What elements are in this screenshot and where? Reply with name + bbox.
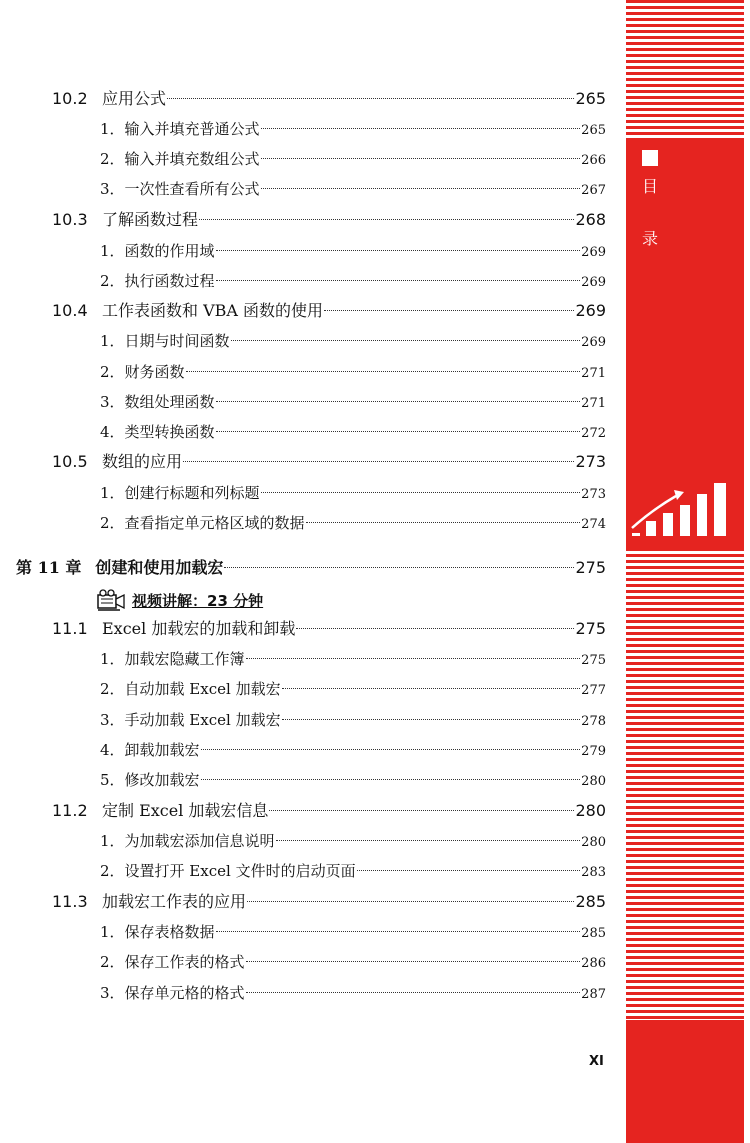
- toc-entry-title: 2．输入并填充数组公式: [100, 150, 260, 168]
- toc-entry-page: 274: [581, 517, 606, 532]
- toc-entry-page: 275: [575, 558, 606, 577]
- toc-entry-title: 4．类型转换函数: [100, 423, 215, 441]
- toc-entry-label: [52, 88, 166, 110]
- toc-entry-item: [100, 648, 606, 670]
- toc-entry-page: 269: [581, 275, 606, 290]
- dot-leader: [183, 461, 574, 462]
- toc-entry-label: [100, 361, 185, 383]
- toc-entry-label: [100, 860, 356, 882]
- toc-entry-label: [100, 982, 245, 1004]
- dot-leader: [216, 931, 581, 932]
- toc-entry-title: 3．手动加载 Excel 加载宏: [100, 711, 281, 729]
- toc-entry-title: 2．设置打开 Excel 文件时的启动页面: [100, 862, 356, 880]
- dot-leader: [276, 840, 581, 841]
- toc-entry-page: 269: [575, 301, 606, 320]
- dot-leader: [357, 870, 581, 871]
- toc-entry-page: 279: [581, 744, 606, 759]
- video-duration-text: 视频讲解：23 分钟: [132, 591, 264, 610]
- toc-entry-section: [52, 451, 606, 473]
- toc-entry-label: [100, 391, 215, 413]
- toc-entry-title: 1．函数的作用域: [100, 242, 215, 260]
- toc-entry-title: 定制 Excel 加载宏信息: [102, 801, 269, 820]
- toc-entry-number: 11.1: [52, 619, 88, 638]
- toc-entry-item: [100, 982, 606, 1004]
- dot-leader: [216, 250, 581, 251]
- dot-leader: [247, 901, 574, 902]
- dot-leader: [216, 401, 581, 402]
- toc-entry-label: [100, 270, 215, 292]
- band-stripes-bottom: [626, 548, 744, 1020]
- toc-entry-item: [100, 330, 606, 352]
- toc-entry-title: 1．保存表格数据: [100, 923, 215, 941]
- band-title-char-2: 录: [642, 229, 659, 248]
- toc-entry-number: 11.3: [52, 892, 88, 911]
- toc-entry-label: [52, 300, 323, 322]
- toc-entry-title: 了解函数过程: [102, 210, 199, 229]
- dot-leader: [201, 779, 581, 780]
- band-foot-block: [626, 1020, 744, 1143]
- toc-entry-section: [52, 209, 606, 231]
- dot-leader: [282, 688, 581, 689]
- toc-entry-number: 10.5: [52, 452, 88, 471]
- toc-entry-page: 283: [581, 865, 606, 880]
- toc-entry-item: [100, 240, 606, 262]
- toc-entry-title: 2．查看指定单元格区域的数据: [100, 514, 305, 532]
- toc-entry-page: 286: [581, 956, 606, 971]
- toc-entry-item: [100, 769, 606, 791]
- toc-entry-item: [100, 860, 606, 882]
- toc-entry-item: [100, 118, 606, 140]
- dot-leader: [261, 128, 581, 129]
- toc-entry-label: [100, 921, 215, 943]
- toc-entry-title: 4．卸载加载宏: [100, 741, 200, 759]
- toc-entry-page: 265: [581, 123, 606, 138]
- toc-entry-item: [100, 739, 606, 761]
- toc-entry-item: [100, 482, 606, 504]
- toc-entry-page: 265: [575, 89, 606, 108]
- side-band: [626, 0, 744, 1143]
- toc-entry-title: 加载宏工作表的应用: [102, 892, 247, 911]
- toc-entry-label: [100, 678, 281, 700]
- dot-leader: [324, 310, 574, 311]
- toc-entry-section: [52, 800, 606, 822]
- toc-entry-title: 2．自动加载 Excel 加载宏: [100, 680, 281, 698]
- band-title-char-1: 目: [642, 177, 659, 196]
- toc-entry-title: 创建和使用加载宏: [95, 558, 224, 577]
- growth-bar-chart-icon: [630, 478, 734, 540]
- dot-leader: [269, 810, 574, 811]
- toc-entry-number: 第 11 章: [16, 558, 82, 577]
- toc-entry-page: 275: [575, 619, 606, 638]
- toc-entry-label: [100, 769, 200, 791]
- toc-entry-label: [52, 891, 246, 913]
- toc-entry-page: 272: [581, 426, 606, 441]
- toc-entry-label: [100, 240, 215, 262]
- toc-entry-label: [100, 648, 245, 670]
- toc-entry-page: 269: [581, 335, 606, 350]
- toc-entry-label: [52, 800, 268, 822]
- toc-entry-label: [100, 178, 260, 200]
- toc-entry-chapter: [16, 557, 606, 579]
- toc-entry-item: [100, 512, 606, 534]
- toc-entry-title: 2．执行函数过程: [100, 272, 215, 290]
- toc-entry-page: 285: [581, 926, 606, 941]
- dot-leader: [261, 158, 581, 159]
- toc-entry-title: 工作表函数和 VBA 函数的使用: [102, 301, 324, 320]
- toc-entry-item: [100, 361, 606, 383]
- toc-entry-number: 10.4: [52, 301, 88, 320]
- toc-entry-title: 1．为加载宏添加信息说明: [100, 832, 275, 850]
- toc-entry-section: [52, 300, 606, 322]
- toc-entry-title: 2．财务函数: [100, 363, 185, 381]
- toc-entry-item: [100, 709, 606, 731]
- toc-entry-label: [100, 118, 260, 140]
- dot-leader: [186, 371, 581, 372]
- toc-entry-page: 277: [581, 683, 606, 698]
- toc-entry-page: 280: [581, 774, 606, 789]
- toc-entry-page: 266: [581, 153, 606, 168]
- toc-entry-page: 271: [581, 396, 606, 411]
- toc-entry-page: 275: [581, 653, 606, 668]
- page-number: XI: [589, 1054, 604, 1069]
- toc-entry-label: [100, 512, 305, 534]
- toc-entry-label: [100, 330, 230, 352]
- toc-entry-label: [100, 148, 260, 170]
- toc-entry-item: [100, 921, 606, 943]
- dot-leader: [296, 628, 574, 629]
- toc-entry-number: 11.2: [52, 801, 88, 820]
- toc-entry-label: [16, 557, 223, 579]
- dot-leader: [282, 719, 581, 720]
- dot-leader: [261, 188, 581, 189]
- toc-entry-item: [100, 678, 606, 700]
- toc-entry-item: [100, 178, 606, 200]
- toc-entry-title: 数组的应用: [102, 452, 183, 471]
- toc-entry-item: [100, 830, 606, 852]
- toc-entry-item: [100, 951, 606, 973]
- video-camera-icon: [96, 589, 126, 611]
- toc-entry-page: 287: [581, 987, 606, 1002]
- toc-entry-title: 1．日期与时间函数: [100, 332, 230, 350]
- toc-entry-label: [100, 830, 275, 852]
- dot-leader: [306, 522, 581, 523]
- dot-leader: [167, 98, 574, 99]
- dot-leader: [216, 280, 581, 281]
- dot-leader: [216, 431, 581, 432]
- dot-leader: [246, 992, 581, 993]
- toc-entry-item: [100, 391, 606, 413]
- toc-entry-section: [52, 891, 606, 913]
- toc-entry-item: [100, 421, 606, 443]
- toc-entry-page: 268: [575, 210, 606, 229]
- toc-entry-page: 273: [581, 487, 606, 502]
- toc-entry-label: [100, 739, 200, 761]
- toc-entry-title: 应用公式: [102, 89, 167, 108]
- toc-entry-number: 10.3: [52, 210, 88, 229]
- toc-entry-item: [100, 270, 606, 292]
- toc-entry-title: Excel 加载宏的加载和卸载: [102, 619, 296, 638]
- dot-leader: [231, 340, 581, 341]
- dot-leader: [246, 658, 581, 659]
- toc-entry-label: [52, 209, 198, 231]
- toc-entry-page: 271: [581, 366, 606, 381]
- dot-leader: [261, 492, 581, 493]
- toc-entry-page: 278: [581, 714, 606, 729]
- toc-entry-section: [52, 618, 606, 640]
- toc-entry-title: 1．加载宏隐藏工作簿: [100, 650, 245, 668]
- toc-entry-label: [52, 618, 295, 640]
- toc-entry-title: 3．数组处理函数: [100, 393, 215, 411]
- toc-entry-title: 5．修改加载宏: [100, 771, 200, 789]
- toc-entry-number: 10.2: [52, 89, 88, 108]
- toc-entry-title: 2．保存工作表的格式: [100, 953, 245, 971]
- band-square-marker: [642, 150, 658, 166]
- toc-entry-page: 285: [575, 892, 606, 911]
- toc-entry-item: [100, 148, 606, 170]
- dot-leader: [201, 749, 581, 750]
- toc-entry-title: 3．一次性查看所有公式: [100, 180, 260, 198]
- toc-entry-label: [100, 951, 245, 973]
- toc-entry-page: 280: [581, 835, 606, 850]
- dot-leader: [224, 567, 574, 568]
- dot-leader: [246, 961, 581, 962]
- toc-entry-label: [100, 421, 215, 443]
- dot-leader: [199, 219, 574, 220]
- video-note: [96, 588, 263, 612]
- toc-entry-page: 269: [581, 245, 606, 260]
- toc-entry-title: 1．输入并填充普通公式: [100, 120, 260, 138]
- toc-entry-section: [52, 88, 606, 110]
- band-stripes-top: [626, 0, 744, 138]
- toc-entry-title: 1．创建行标题和列标题: [100, 484, 260, 502]
- toc-entry-page: 280: [575, 801, 606, 820]
- toc-entry-label: [100, 709, 281, 731]
- toc-entry-label: [52, 451, 182, 473]
- toc-entry-label: [100, 482, 260, 504]
- toc-entry-title: 3．保存单元格的格式: [100, 984, 245, 1002]
- toc-entry-page: 273: [575, 452, 606, 471]
- toc-entry-page: 267: [581, 183, 606, 198]
